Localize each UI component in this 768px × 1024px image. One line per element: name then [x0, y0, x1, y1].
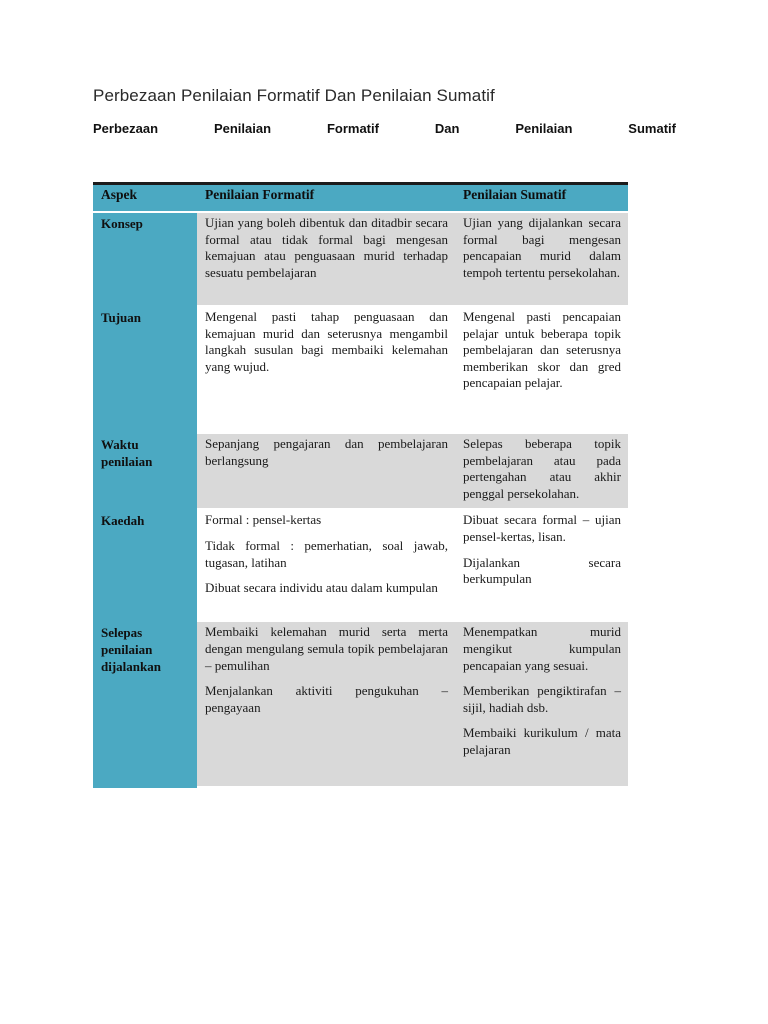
- subtitle-word: Perbezaan: [93, 121, 159, 136]
- subtitle-word: Sumatif: [628, 121, 676, 136]
- formatif-paragraph: Ujian yang boleh dibentuk dan ditadbir secara formal atau tidak formal bagi mengesan kemajuan atau penguasaan murid terhadap sesuatu pembelajaran: [205, 215, 448, 280]
- sumatif-paragraph: Menempatkan murid mengikut kumpulan pencapaian yang sesuai.: [463, 624, 621, 673]
- comparison-table: [93, 182, 628, 788]
- sumatif-paragraph: Ujian yang dijalankan secara formal bagi mengesan pencapaian murid dalam tempoh tertentu persekolahan.: [463, 215, 621, 280]
- formatif-cell: [197, 509, 455, 621]
- sumatif-cell: [455, 306, 628, 433]
- aspek-cell: Waktu penilaian: [93, 433, 197, 509]
- formatif-paragraph: Tidak formal : pemerhatian, soal jawab, tugasan, latihan: [205, 537, 448, 570]
- aspek-cell: Kaedah: [93, 509, 197, 621]
- formatif-paragraph: Membaiki kelemahan murid serta merta dengan mengulang semula topik pembelajaran – pemulihan: [205, 624, 448, 673]
- table-row: [93, 306, 628, 433]
- aspek-cell: Selepas penilaian dijalankan: [93, 621, 197, 787]
- formatif-cell: [197, 306, 455, 433]
- table-row: [93, 509, 628, 621]
- table-row: [93, 433, 628, 509]
- sumatif-cell: [455, 509, 628, 621]
- sumatif-paragraph: Dibuat secara formal – ujian pensel-kertas, lisan.: [463, 512, 621, 544]
- header-formatif: Penilaian Formatif: [197, 184, 455, 213]
- page-title: Perbezaan Penilaian Formatif Dan Penilaian Sumatif: [93, 86, 495, 105]
- aspek-cell: Tujuan: [93, 306, 197, 433]
- sumatif-paragraph: Mengenal pasti pencapaian pelajar untuk beberapa topik pembelajaran dan seterusnya memberikan skor dan gred pencapaian pelajar.: [463, 309, 621, 391]
- page-subtitle: [93, 121, 676, 136]
- subtitle-word: Formatif: [326, 121, 379, 136]
- subtitle-word: Penilaian: [515, 121, 573, 136]
- sumatif-cell: [455, 621, 628, 787]
- sumatif-cell: [455, 433, 628, 509]
- formatif-paragraph: Sepanjang pengajaran dan pembelajaran berlangsung: [205, 436, 448, 468]
- formatif-paragraph: Menjalankan aktiviti pengukuhan – pengayaan: [205, 683, 448, 715]
- formatif-cell: [197, 621, 455, 787]
- table-header-row: [93, 184, 628, 213]
- table-row: [93, 212, 628, 306]
- formatif-cell: [197, 212, 455, 306]
- formatif-paragraph: Mengenal pasti tahap penguasaan dan kemajuan murid dan seterusnya mengambil langkah susulan bagi membaiki kelemahan yang wujud.: [205, 309, 448, 374]
- sumatif-cell: [455, 212, 628, 306]
- subtitle-word: Dan: [434, 121, 460, 136]
- formatif-paragraph: Dibuat secara individu atau dalam kumpulan: [205, 580, 438, 596]
- sumatif-paragraph: Selepas beberapa topik pembelajaran atau pada pertengahan atau akhir penggal persekolahan.: [463, 436, 621, 501]
- aspek-cell: Konsep: [93, 212, 197, 306]
- table-row: [93, 621, 628, 787]
- subtitle-word: Penilaian: [213, 121, 272, 136]
- header-sumatif: Penilaian Sumatif: [455, 184, 628, 213]
- formatif-paragraph: Formal : pensel-kertas: [205, 512, 322, 528]
- formatif-cell: [197, 433, 455, 509]
- sumatif-paragraph: Dijalankan secara berkumpulan: [463, 554, 621, 587]
- sumatif-paragraph: Membaiki kurikulum / mata pelajaran: [463, 725, 621, 757]
- header-aspek: Aspek: [93, 184, 197, 213]
- sumatif-paragraph: Memberikan pengiktirafan – sijil, hadiah dsb.: [463, 683, 621, 715]
